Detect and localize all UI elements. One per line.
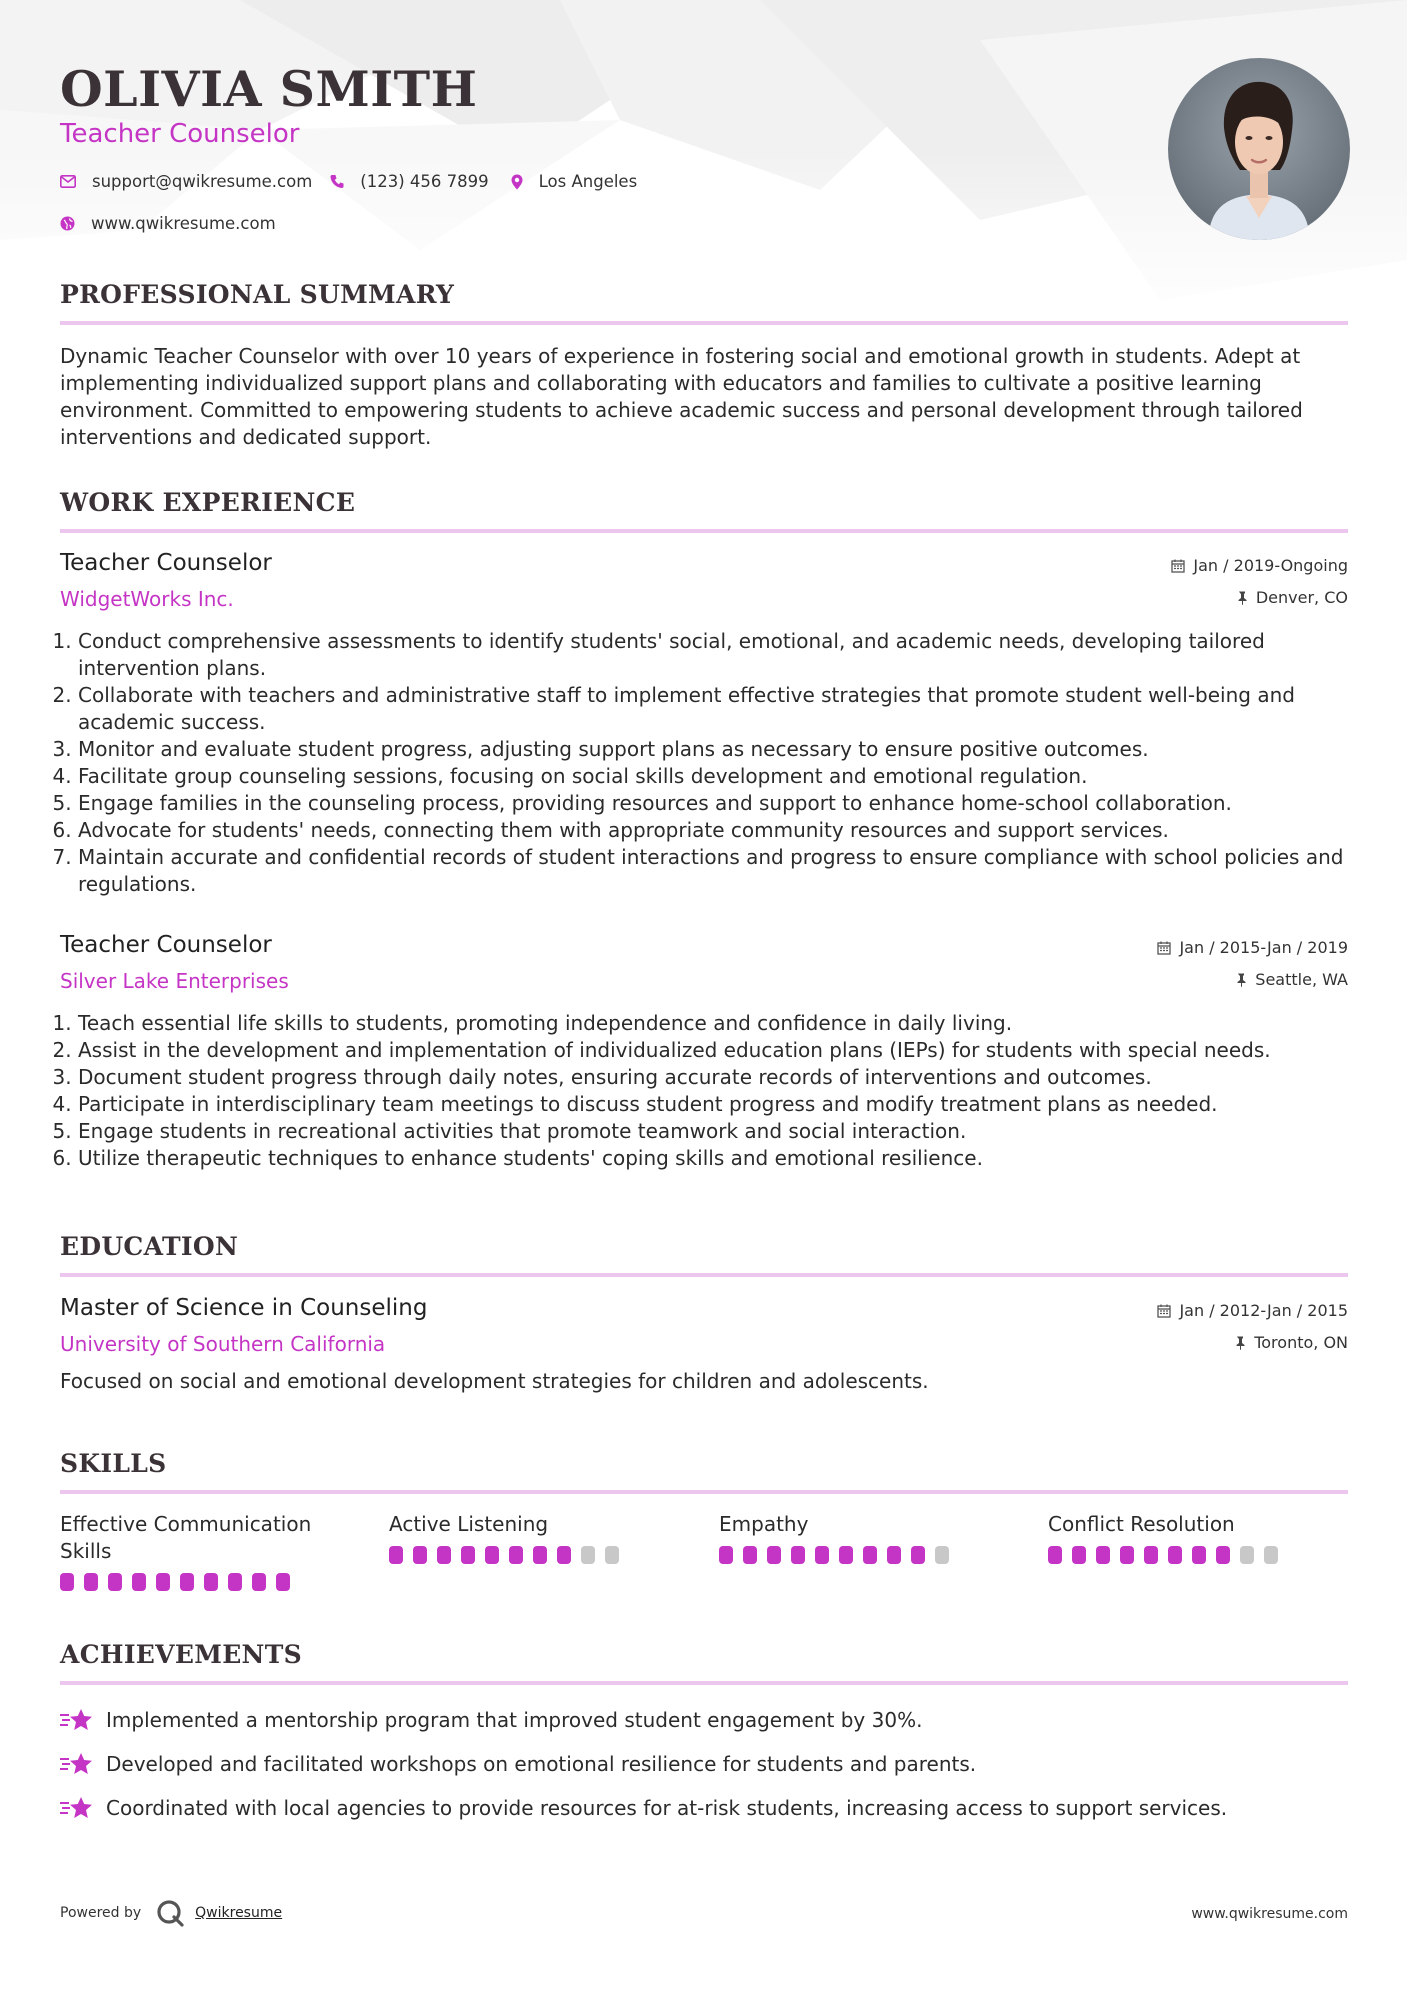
skills-section [60, 1449, 1348, 1494]
skill-rating [389, 1546, 689, 1564]
map-pin-icon [511, 174, 523, 190]
profile-photo [1168, 58, 1350, 240]
star-icon [60, 1751, 96, 1777]
job-dates-text: Jan / 2019-Ongoing [1193, 556, 1348, 575]
qwikresume-logo-icon [155, 1898, 185, 1928]
rating-dot-filled [252, 1573, 266, 1591]
rating-dot-filled [839, 1546, 853, 1564]
rating-dot-filled [1144, 1546, 1158, 1564]
bullet-item: 6. Advocate for students' needs, connecting them with appropriate community resources and support services. [78, 817, 1348, 844]
rating-dot-empty [581, 1546, 595, 1564]
section-heading-skills: SKILLS [60, 1449, 167, 1478]
rating-dot-filled [1216, 1546, 1230, 1564]
job-dates-text: Jan / 2015-Jan / 2019 [1179, 938, 1348, 957]
skill-rating [60, 1573, 360, 1591]
star-icon [60, 1707, 96, 1733]
summary-section [60, 280, 1348, 325]
job-title: Teacher Counselor [60, 550, 272, 576]
section-divider [60, 321, 1348, 325]
rating-dot-empty [1240, 1546, 1254, 1564]
rating-dot-filled [719, 1546, 733, 1564]
contact-website [60, 214, 276, 233]
section-heading-achievements: ACHIEVEMENTS [60, 1640, 302, 1669]
calendar-icon [1157, 1304, 1171, 1318]
rating-dot-filled [815, 1546, 829, 1564]
contact-phone [330, 172, 488, 191]
bullet-item: 4. Facilitate group counseling sessions, focusing on social skills development and emotional regulation. [78, 763, 1348, 790]
contact-email [60, 172, 312, 191]
education-section [60, 1232, 1348, 1277]
summary-text: Dynamic Teacher Counselor with over 10 years of experience in fostering social and emotional growth in students. Adept at implementing individualized support plans and collaborating with educators and families to cultivate a positive learning environment. Committed to empowering students to achieve academic success and personal development through tailored interventions and dedicated support. [60, 344, 1303, 449]
rating-dot-empty [605, 1546, 619, 1564]
envelope-icon [60, 175, 76, 188]
rating-dot-filled [767, 1546, 781, 1564]
rating-dot-filled [180, 1573, 194, 1591]
job-bullets [60, 1010, 1348, 1172]
skill-item [60, 1511, 360, 1591]
rating-dot-filled [132, 1573, 146, 1591]
rating-dot-filled [1120, 1546, 1134, 1564]
rating-dot-filled [533, 1546, 547, 1564]
education-description: Focused on social and emotional development strategies for children and adolescents. [60, 1369, 929, 1393]
achievement-text: Developed and facilitated workshops on emotional resilience for students and parents. [106, 1752, 977, 1776]
skill-item [719, 1511, 1019, 1564]
rating-dot-filled [911, 1546, 925, 1564]
achievement-item [60, 1742, 1348, 1786]
skill-name: Conflict Resolution [1048, 1512, 1235, 1536]
website-text[interactable]: www.qwikresume.com [91, 214, 276, 233]
rating-dot-filled [389, 1546, 403, 1564]
job-location [1235, 970, 1348, 989]
job-title: Teacher Counselor [60, 932, 272, 958]
company-name: Silver Lake Enterprises [60, 969, 289, 993]
job-location-text: Seattle, WA [1255, 970, 1348, 989]
rating-dot-filled [863, 1546, 877, 1564]
rating-dot-filled [557, 1546, 571, 1564]
education-dates-text: Jan / 2012-Jan / 2015 [1179, 1301, 1348, 1320]
location-text: Los Angeles [538, 172, 638, 191]
powered-by-label: Powered by [60, 1905, 142, 1921]
education-location-text: Toronto, ON [1254, 1333, 1348, 1352]
bullet-item: 2. Collaborate with teachers and administrative staff to implement effective strategies that promote student well-being and academic success. [78, 682, 1348, 736]
rating-dot-filled [413, 1546, 427, 1564]
section-divider [60, 1273, 1348, 1277]
phone-icon [330, 174, 344, 189]
job-dates [1157, 938, 1348, 957]
skill-item [1048, 1511, 1348, 1564]
rating-dot-filled [743, 1546, 757, 1564]
achievements-list [60, 1698, 1348, 1830]
job-dates [1171, 556, 1348, 575]
rating-dot-filled [509, 1546, 523, 1564]
section-divider [60, 529, 1348, 533]
degree-title: Master of Science in Counseling [60, 1295, 428, 1321]
bullet-item: 5. Engage families in the counseling process, providing resources and support to enhance home-school collaboration. [78, 790, 1348, 817]
bullet-item: 3. Monitor and evaluate student progress, adjusting support plans as necessary to ensure positive outcomes. [78, 736, 1348, 763]
contact-row-website [60, 214, 276, 233]
achievement-item [60, 1698, 1348, 1742]
pushpin-icon [1236, 591, 1248, 605]
experience-section [60, 488, 1348, 533]
bullet-item: 4. Participate in interdisciplinary team meetings to discuss student progress and modify treatment plans as needed. [78, 1091, 1348, 1118]
skill-name: Effective Communication Skills [60, 1512, 312, 1563]
bullet-item: 3. Document student progress through daily notes, ensuring accurate records of interventions and outcomes. [78, 1064, 1348, 1091]
pushpin-icon [1235, 973, 1247, 987]
rating-dot-filled [60, 1573, 74, 1591]
footer-website[interactable]: www.qwikresume.com [1191, 1906, 1348, 1922]
candidate-name: OLIVIA SMITH [60, 60, 478, 118]
job-bullets [60, 628, 1348, 898]
skill-rating [1048, 1546, 1348, 1564]
bullet-item: 2. Assist in the development and implementation of individualized education plans (IEPs) for students with special needs. [78, 1037, 1348, 1064]
candidate-title: Teacher Counselor [60, 119, 300, 149]
achievement-text: Implemented a mentorship program that improved student engagement by 30%. [106, 1708, 923, 1732]
rating-dot-filled [437, 1546, 451, 1564]
globe-icon [60, 216, 75, 231]
rating-dot-filled [461, 1546, 475, 1564]
calendar-icon [1157, 941, 1171, 955]
achievement-item [60, 1786, 1348, 1830]
company-name: WidgetWorks Inc. [60, 587, 234, 611]
rating-dot-filled [1192, 1546, 1206, 1564]
rating-dot-empty [935, 1546, 949, 1564]
phone-text: (123) 456 7899 [360, 172, 489, 191]
rating-dot-filled [204, 1573, 218, 1591]
section-heading-education: EDUCATION [60, 1232, 239, 1261]
rating-dot-filled [1072, 1546, 1086, 1564]
footer-powered-by [60, 1898, 282, 1928]
education-dates [1157, 1301, 1348, 1320]
rating-dot-filled [887, 1546, 901, 1564]
email-text[interactable]: support@qwikresume.com [92, 172, 313, 191]
bullet-item: 1. Teach essential life skills to students, promoting independence and confidence in daily living. [78, 1010, 1348, 1037]
rating-dot-filled [1168, 1546, 1182, 1564]
school-name: University of Southern California [60, 1332, 386, 1356]
rating-dot-filled [1096, 1546, 1110, 1564]
pushpin-icon [1234, 1336, 1246, 1350]
achievements-section [60, 1640, 1348, 1685]
skill-name: Active Listening [389, 1512, 549, 1536]
rating-dot-empty [1264, 1546, 1278, 1564]
bullet-item: 6. Utilize therapeutic techniques to enhance students' coping skills and emotional resilience. [78, 1145, 1348, 1172]
calendar-icon [1171, 559, 1185, 573]
rating-dot-filled [156, 1573, 170, 1591]
star-icon [60, 1795, 96, 1821]
rating-dot-filled [791, 1546, 805, 1564]
section-heading-experience: WORK EXPERIENCE [60, 488, 356, 517]
skills-grid [60, 1511, 1348, 1601]
rating-dot-filled [1048, 1546, 1062, 1564]
section-divider [60, 1681, 1348, 1685]
education-location [1234, 1333, 1348, 1352]
achievement-text: Coordinated with local agencies to provide resources for at-risk students, increasing access to support services. [106, 1796, 1228, 1820]
rating-dot-filled [485, 1546, 499, 1564]
job-location [1236, 588, 1348, 607]
skill-item [389, 1511, 689, 1564]
rating-dot-filled [84, 1573, 98, 1591]
rating-dot-filled [276, 1573, 290, 1591]
section-heading-summary: PROFESSIONAL SUMMARY [60, 280, 455, 309]
rating-dot-filled [108, 1573, 122, 1591]
bullet-item: 1. Conduct comprehensive assessments to identify students' social, emotional, and academic needs, developing tailored intervention plans. [78, 628, 1348, 682]
resume-page [60, 0, 1348, 1990]
contact-location [511, 172, 638, 191]
bullet-item: 5. Engage students in recreational activities that promote teamwork and social interaction. [78, 1118, 1348, 1145]
contact-row [60, 172, 637, 191]
skill-name: Empathy [719, 1512, 809, 1536]
skill-rating [719, 1546, 1019, 1564]
qwikresume-link[interactable]: Qwikresume [195, 1905, 283, 1921]
job-location-text: Denver, CO [1255, 588, 1348, 607]
bullet-item: 7. Maintain accurate and confidential records of student interactions and progress to ensure compliance with school policies and regulations. [78, 844, 1348, 898]
section-divider [60, 1490, 1348, 1494]
rating-dot-filled [228, 1573, 242, 1591]
